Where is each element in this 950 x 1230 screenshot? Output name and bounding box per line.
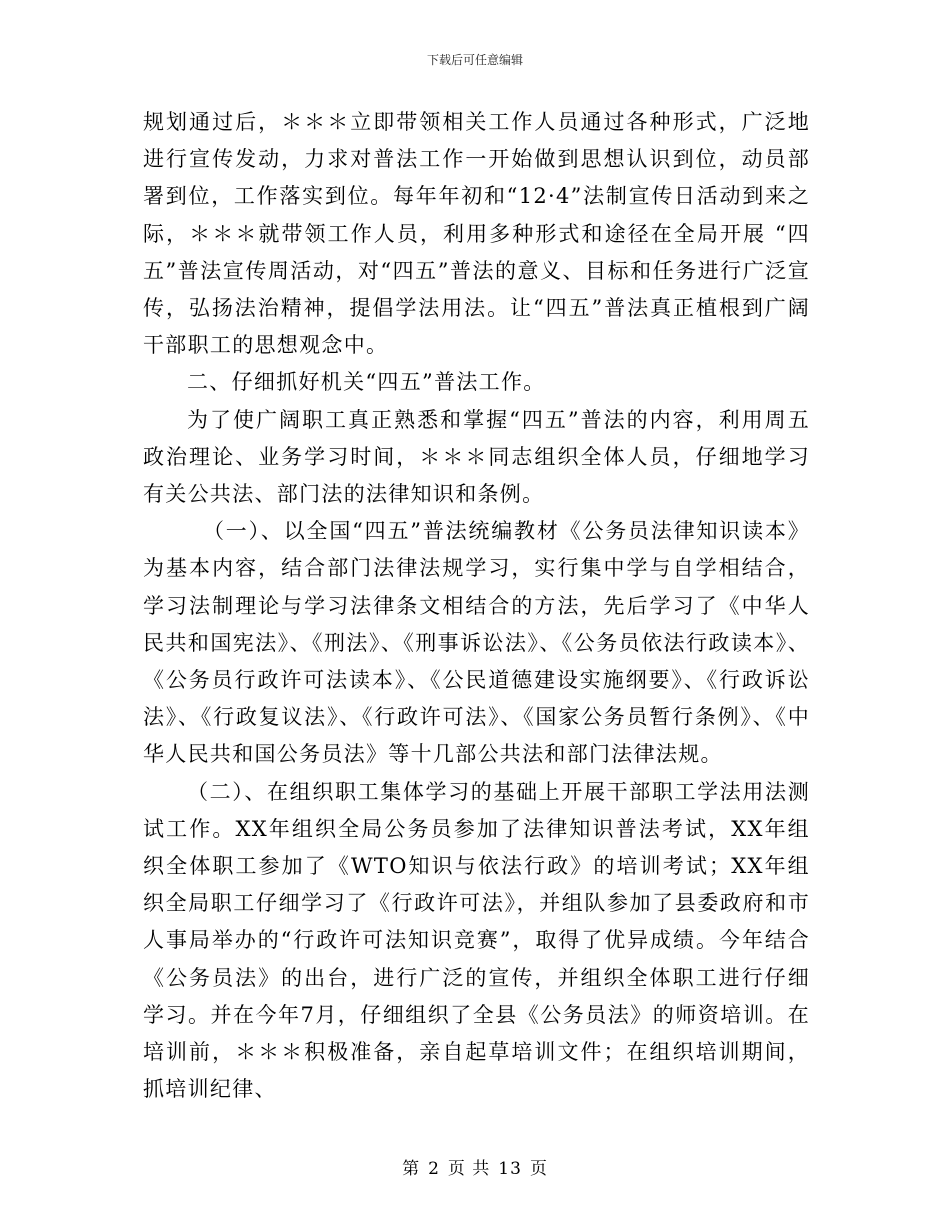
footer-middle: 页 共	[447, 1159, 491, 1179]
paragraph-item-2: （二）、在组织职工集体学习的基础上开展干部职工学法用法测试工作。XX年组织全局公务员参加了法律知识普法考试，XX年组织全体职工参加了《WTO知识与依法行政》的培训考试；XX年组织全局职工仔细学习了《行政许可法》，并组队参加了县委政府和市人事局举办的“行政许可法知识竞赛”，取得了优异成绩。今年结合《公务员法》的出台，进行广泛的宣传，并组织全体职工进行仔细学习。并在今年7月，仔细组织了全县《公务员法》的师资培训。在培训前，＊＊＊积极准备，亲自起草培训文件；在组织培训期间，抓培训纪律、	[143, 779, 810, 1102]
footer-prefix: 第	[402, 1159, 421, 1179]
document-body	[143, 104, 810, 1108]
footer-suffix: 页	[529, 1159, 548, 1179]
section-heading: 二、仔细抓好机关“四五”普法工作。	[187, 370, 546, 395]
paragraph-continuation: 规划通过后，＊＊＊立即带领相关工作人员通过各种形式，广泛地进行宣传发动，力求对普法工作一开始做到思想认识到位，动员部署到位，工作落实到位。每年年初和“12·4”法制宣传日活动到来之际，＊＊＊就带领工作人员，利用多种形式和途径在全局开展 “四五”普法宣传周活动，对“四五”普法的意义、目标和任务进行广泛宣传，弘扬法治精神，提倡学法用法。让“四五”普法真正植根到广阔干部职工的思想观念中。	[143, 110, 810, 358]
current-page-number: 2	[428, 1159, 440, 1179]
page-header: 下载后可任意编辑	[426, 53, 523, 67]
paragraph: 为了使广阔职工真正熟悉和掌握“四五”普法的内容，利用周五政治理论、业务学习时间，＊＊＊同志组织全体人员，仔细地学习有关公共法、部门法的法律知识和条例。	[143, 407, 810, 507]
paragraph-item-1: （一）、以全国“四五”普法统编教材《公务员法律知识读本》为基本内容，结合部门法律法规学习，实行集中学与自学相结合，学习法制理论与学习法律条文相结合的方法，先后学习了《中华人民共和国宪法》、《刑法》、《刑事诉讼法》、《公务员依法行政读本》、《公务员行政许可法读本》、《公民道德建设实施纲要》、《行政诉讼法》、《行政复议法》、《行政许可法》、《国家公务员暂行条例》、《中华人民共和国公务员法》等十几部公共法和部门法律法规。	[143, 519, 810, 767]
page-footer	[0, 1158, 950, 1180]
total-pages-number: 13	[498, 1159, 522, 1179]
